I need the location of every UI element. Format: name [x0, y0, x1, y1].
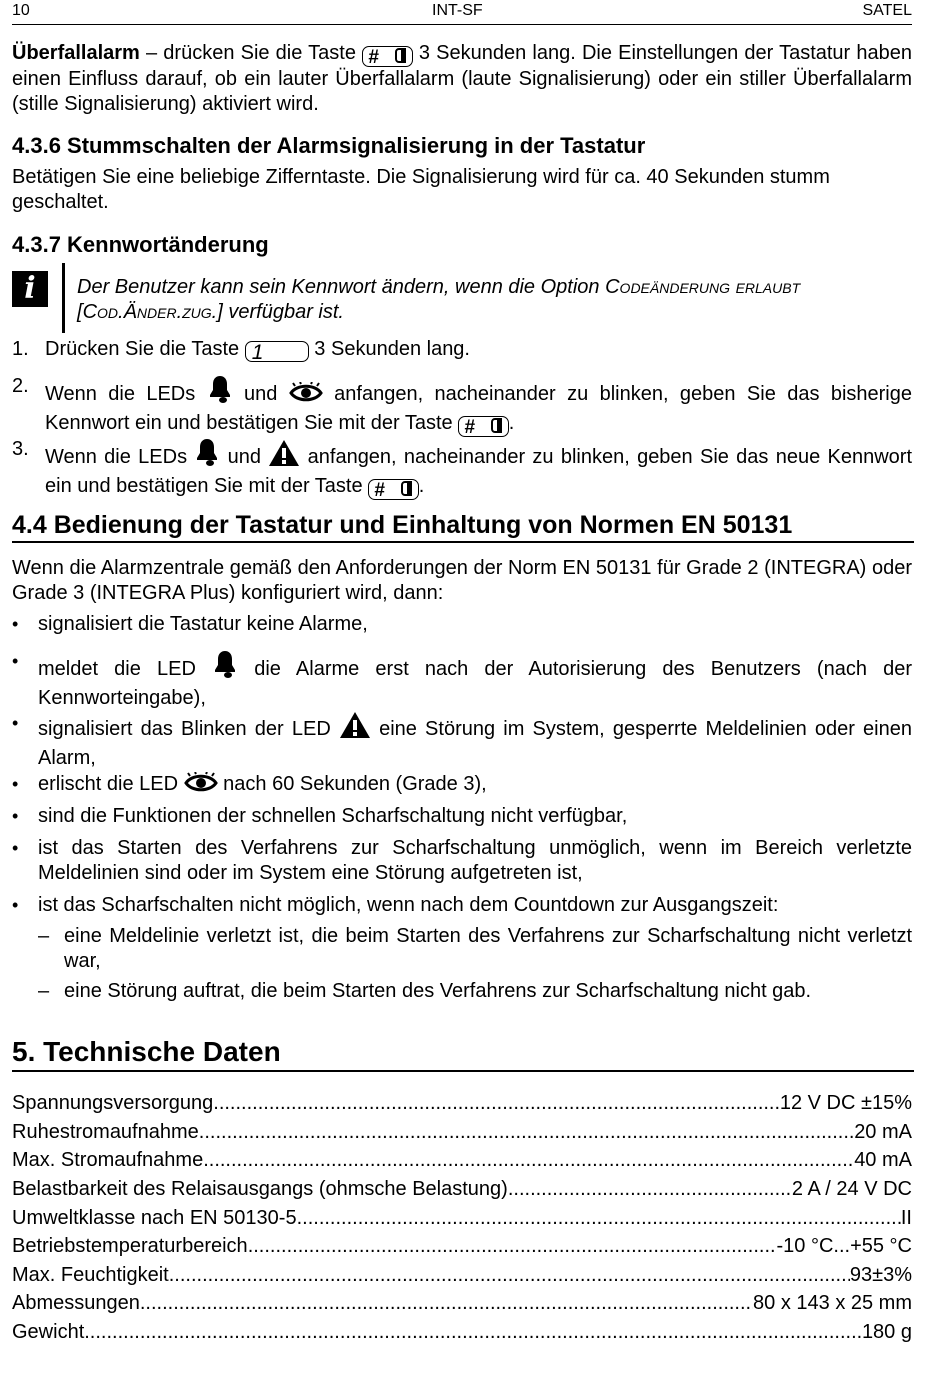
- spec-row: Max. Feuchtigkeit ..... 93±3%: [12, 1263, 912, 1288]
- bell-icon: [212, 649, 238, 686]
- sub-list-item: – eine Meldelinie verletzt ist, die beim Starten des Verfahrens zur Scharfschaltung nicht verletzt war,: [38, 925, 912, 972]
- page-number: 10: [12, 2, 30, 19]
- spec-row: Belastbarkeit des Relaisausgangs (ohmsche Belastung) ..... 2 A / 24 V DC: [12, 1177, 912, 1202]
- eye-icon: [184, 772, 218, 801]
- list-item: • ist das Starten des Verfahrens zur Scharfschaltung unmöglich, wenn im Bereich verletzte Meldelinien sind oder im System eine Störung aufgetreten ist,: [12, 837, 912, 884]
- heading-4-4: 4.4 Bedienung der Tastatur und Einhaltung von Normen EN 50131: [12, 511, 914, 543]
- bell-icon: [207, 374, 233, 411]
- hash-key-icon: #: [362, 46, 413, 67]
- spec-row: Max. Stromaufnahme ..... 40 mA: [12, 1148, 912, 1173]
- spec-row: Betriebstemperaturbereich ..... -10 °C...+55 °C: [12, 1234, 912, 1259]
- panic-term: Überfallalarm: [12, 42, 140, 64]
- sub-list-item: – eine Störung auftrat, die beim Starten des Verfahrens zur Scharfschaltung nicht gab.: [38, 980, 812, 1002]
- hash-key-icon: #: [458, 416, 509, 437]
- info-icon: i: [12, 271, 48, 307]
- spec-row: Ruhestromaufnahme ..... 20 mA: [12, 1120, 912, 1145]
- brand-name: SATEL: [862, 2, 912, 19]
- list-item: • ist das Scharfschalten nicht möglich, wenn nach dem Countdown zur Ausgangszeit:: [12, 894, 779, 916]
- eye-icon: [289, 382, 323, 411]
- heading-4-3-6: 4.3.6 Stummschalten der Alarmsignalisierung in der Tastatur: [12, 133, 646, 158]
- heading-4-3-7: 4.3.7 Kennwortänderung: [12, 232, 269, 257]
- paragraph-4-4-intro: Wenn die Alarmzentrale gemäß den Anforderungen der Norm EN 50131 für Grade 2 (INTEGRA) oder Grade 3 (INTEGRA Plus) konfiguriert wird, dann:: [12, 557, 912, 604]
- list-item: • meldet die LED die Alarme erst nach der Autorisierung des Benutzers (nach der Kennworteingabe),: [12, 651, 913, 709]
- bell-icon: [194, 437, 220, 474]
- spec-row: Umweltklasse nach EN 50130-5 ..... II: [12, 1206, 912, 1231]
- spec-row: Gewicht ..... 180 g: [12, 1320, 912, 1345]
- list-item: • signalisiert die Tastatur keine Alarme,: [12, 613, 368, 635]
- spec-row: Abmessungen ..... 80 x 143 x 25 mm: [12, 1291, 912, 1316]
- step-item: 1. Drücken Sie die Taste 1 3 Sekunden lang.: [12, 338, 470, 364]
- warning-icon: [339, 711, 371, 746]
- note-text: Der Benutzer kann sein Kennwort ändern, wenn die Option Codeänderung erlaubt [Cod.Änder.zug.] verfügbar ist.: [77, 276, 801, 323]
- heading-5: 5. Technische Daten: [12, 1036, 914, 1072]
- note-divider: [62, 263, 65, 333]
- hash-key-icon: #: [368, 479, 419, 500]
- step-item: 2. Wenn die LEDs und anfangen, nacheinander zu blinken, geben Sie das bisherige Kennwort ein und bestätigen Sie mit der Taste # .: [12, 375, 912, 438]
- list-item: • erlischt die LED nach 60 Sekunden (Grade 3),: [12, 772, 912, 801]
- list-item: • signalisiert das Blinken der LED eine Störung im System, gesperrte Meldelinien oder einen Alarm,: [12, 713, 912, 769]
- page-header: [12, 0, 912, 25]
- step-item: 3. Wenn die LEDs und anfangen, nacheinander zu blinken, geben Sie das neue Kennwort ein und bestätigen Sie mit der Taste # .: [12, 438, 912, 501]
- document-title: INT-SF: [432, 2, 483, 19]
- list-item: • sind die Funktionen der schnellen Scharfschaltung nicht verfügbar,: [12, 805, 628, 827]
- panic-paragraph: Überfallalarm – drücken Sie die Taste # 3 Sekunden lang. Die Einstellungen der Tastatur haben einen Einfluss darauf, ob ein lauter Überfallalarm (laute Signalisierung) oder ein stiller Überfallalarm (stille Signalisierung) aktiviert wird.: [12, 42, 912, 115]
- warning-icon: [268, 439, 300, 474]
- spec-row: Spannungsversorgung ..... 12 V DC ±15%: [12, 1091, 912, 1116]
- digit-one-key-icon: 1: [245, 341, 309, 362]
- paragraph-4-3-6: Betätigen Sie eine beliebige Zifferntaste. Die Signalisierung wird für ca. 40 Sekunden stumm geschaltet.: [12, 166, 830, 213]
